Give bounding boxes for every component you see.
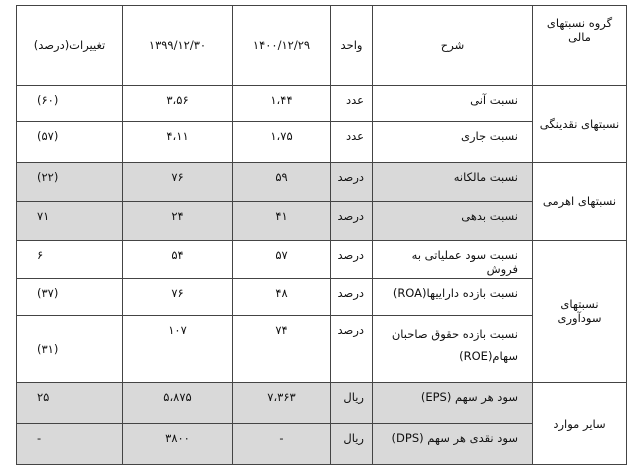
header-group: گروه نسبتهای مالی [533,6,627,86]
row-value-1399: ۵،۸۷۵ [123,383,233,424]
row-value-1399: ۷۶ [123,279,233,316]
row-change: (۳۷) [17,279,123,316]
row-unit: درصد [331,201,373,240]
header-year-1399: ۱۳۹۹/۱۲/۳۰ [123,6,233,86]
row-value-1399: ۷۶ [123,163,233,202]
row-unit: درصد [331,163,373,202]
row-change: - [17,424,123,465]
row-description: نسبت بازده حقوق صاحبان سهام(ROE) [373,316,533,383]
row-value-1399: ۵۴ [123,240,233,279]
table-row [17,85,627,122]
row-value-1400: ۱،۴۴ [233,85,331,122]
row-value-1400: ۱،۷۵ [233,122,331,163]
table-row [17,383,627,424]
ratios-table-wrapper [16,5,626,465]
row-description: نسبت مالکانه [373,163,533,202]
row-unit: ریال [331,424,373,465]
row-unit: درصد [331,279,373,316]
row-description: سود نقدی هر سهم (DPS) [373,424,533,465]
financial-ratios-table [16,5,627,465]
group-liquidity: نسبتهای نقدینگی [533,85,627,163]
row-change: (۳۱) [17,316,123,383]
row-value-1400: ۷،۳۶۳ [233,383,331,424]
row-description: نسبت جاری [373,122,533,163]
row-value-1399: ۳،۵۶ [123,85,233,122]
row-value-1399: ۴،۱۱ [123,122,233,163]
row-value-1400: ۴۱ [233,201,331,240]
row-description: نسبت بازده داراییها(ROA) [373,279,533,316]
row-change: ۶ [17,240,123,279]
row-value-1400: - [233,424,331,465]
table-row [17,163,627,202]
header-year-1400: ۱۴۰۰/۱۲/۲۹ [233,6,331,86]
group-leverage: نسبتهای اهرمی [533,163,627,241]
row-value-1400: ۴۸ [233,279,331,316]
row-value-1400: ۷۴ [233,316,331,383]
header-unit: واحد [331,6,373,86]
row-unit: عدد [331,85,373,122]
row-value-1400: ۵۹ [233,163,331,202]
row-unit: عدد [331,122,373,163]
row-value-1399: ۲۴ [123,201,233,240]
header-change: تغییرات(درصد) [17,6,123,86]
row-change: (۶۰) [17,85,123,122]
row-value-1399: ۱۰۷ [123,316,233,383]
group-profitability: نسبتهای سودآوری [533,240,627,383]
row-description: سود هر سهم (EPS) [373,383,533,424]
header-description: شرح [373,6,533,86]
row-change: ۲۵ [17,383,123,424]
row-change: (۵۷) [17,122,123,163]
row-change: (۲۲) [17,163,123,202]
row-description: نسبت بدهی [373,201,533,240]
table-row [17,240,627,279]
row-unit: درصد [331,316,373,383]
row-change: ۷۱ [17,201,123,240]
row-value-1400: ۵۷ [233,240,331,279]
row-description: نسبت آنی [373,85,533,122]
row-description: نسبت سود عملیاتی به فروش [373,240,533,279]
row-value-1399: ۳۸۰۰ [123,424,233,465]
header-row [17,6,627,86]
row-unit: ریال [331,383,373,424]
group-other: سایر موارد [533,383,627,465]
row-unit: درصد [331,240,373,279]
